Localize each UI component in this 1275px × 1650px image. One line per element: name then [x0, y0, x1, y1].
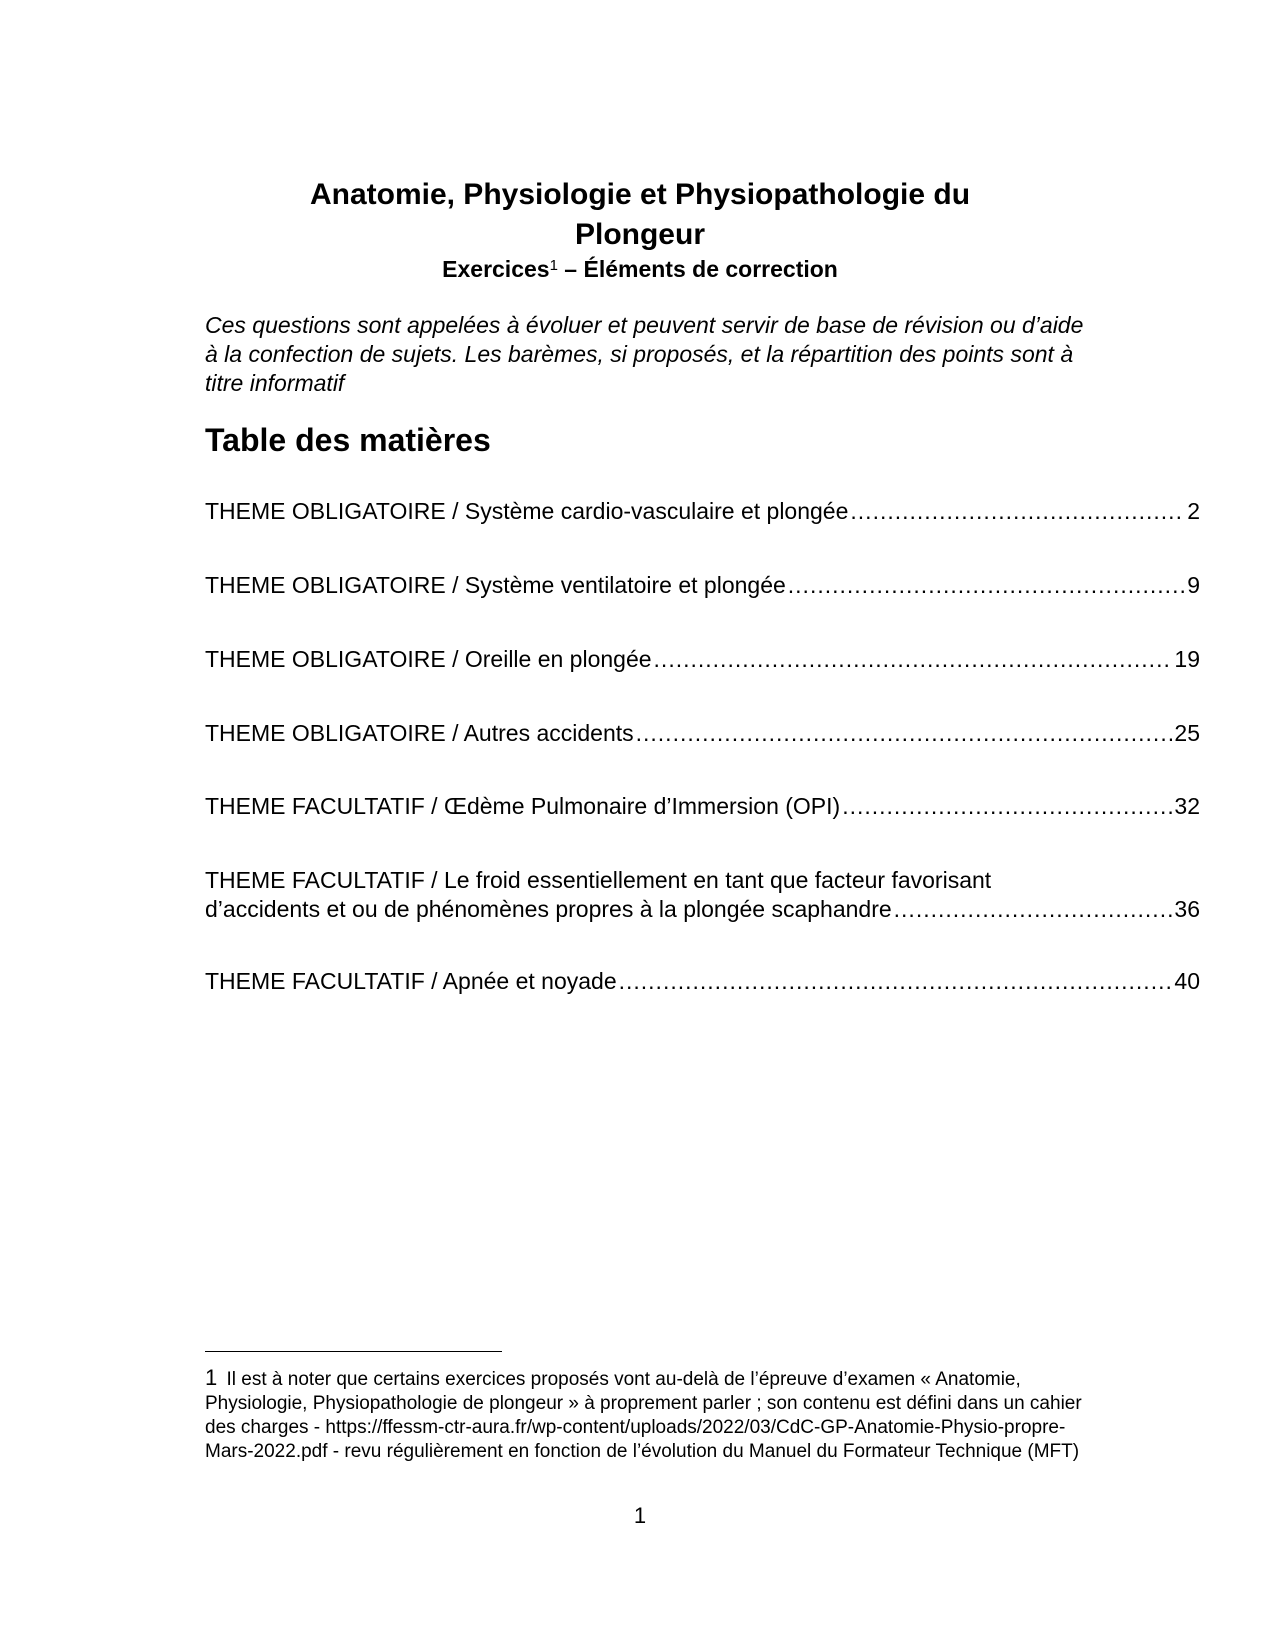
toc-entry[interactable] — [205, 719, 1200, 748]
toc-entry[interactable] — [205, 967, 1200, 996]
toc-page-number: 19 — [1174, 646, 1200, 672]
subtitle-text-rest: – Éléments de correction — [557, 256, 838, 282]
toc-page-number: 36 — [1174, 896, 1200, 922]
toc-entry-title: THEME FACULTATIF / Œdème Pulmonaire d’Immersion (OPI) — [205, 793, 841, 819]
toc-entry-title: THEME OBLIGATOIRE / Autres accidents — [205, 720, 634, 746]
footnote — [205, 1366, 1085, 1464]
toc-leader-dots — [894, 895, 1173, 924]
toc-page-number: 2 — [1187, 498, 1200, 524]
toc-entry-title: THEME OBLIGATOIRE / Système cardio-vasculaire et plongée — [205, 498, 849, 524]
toc-entry[interactable] — [205, 866, 1200, 924]
footnote-mark: 1 — [205, 1365, 218, 1390]
toc-page-number: 25 — [1174, 720, 1200, 746]
toc-page-number: 9 — [1187, 572, 1200, 598]
footnote-text: Il est à noter que certains exercices proposés vont au-delà de l’épreuve d’examen « Anatomie, Physiologie, Physiopathologie de plongeur » à proprement parler ; son contenu est défini dans un cahier des charges - https://ffessm-ctr-aura.fr/wp-content/uploads/2022/03/CdC-GP-Anatomie-Physio-propre-Mars-2022.pdf - revu régulièrement en fonction de l’évolution du Manuel du Formateur Technique (MFT) — [205, 1369, 1082, 1462]
page-number: 1 — [633, 1503, 647, 1528]
document-title — [200, 175, 1080, 255]
toc-heading: Table des matières — [205, 422, 491, 458]
toc-leader-dots — [654, 645, 1173, 674]
toc-entry-title: d’accidents et ou de phénomènes propres à la plongée scaphandre — [205, 896, 892, 922]
intro-paragraph: Ces questions sont appelées à évoluer et peuvent servir de base de révision ou d’aide à la confection de sujets. Les barèmes, si proposés, et la répartition des points sont à titre informatif — [205, 312, 1084, 396]
footnote-separator — [205, 1351, 502, 1352]
toc-page-number: 32 — [1174, 793, 1200, 819]
toc-entry-title: THEME FACULTATIF / Apnée et noyade — [205, 968, 617, 994]
footnote-reference[interactable]: 1 — [549, 257, 558, 274]
toc-page-number: 40 — [1174, 968, 1200, 994]
toc-leader-dots — [850, 497, 1185, 526]
toc-leader-dots — [636, 719, 1173, 748]
toc-entry-title: THEME OBLIGATOIRE / Oreille en plongée — [205, 646, 652, 672]
document-subtitle — [200, 254, 1080, 284]
toc-entry-title: THEME OBLIGATOIRE / Système ventilatoire et plongée — [205, 572, 786, 598]
toc-leader-dots — [788, 571, 1185, 600]
toc-entry-title-line1: THEME FACULTATIF / Le froid essentiellement en tant que facteur favorisant — [205, 867, 992, 893]
toc-entry[interactable] — [205, 792, 1200, 821]
toc-leader-dots — [842, 792, 1172, 821]
document-title-line1: Anatomie, Physiologie et Physiopathologie du — [309, 178, 971, 211]
toc-entry[interactable] — [205, 571, 1200, 600]
toc-leader-dots — [619, 967, 1173, 996]
document-title-line2: Plongeur — [574, 218, 705, 251]
subtitle-text: Exercices — [442, 256, 550, 282]
toc-entry[interactable] — [205, 497, 1200, 526]
toc-entry[interactable] — [205, 645, 1200, 674]
